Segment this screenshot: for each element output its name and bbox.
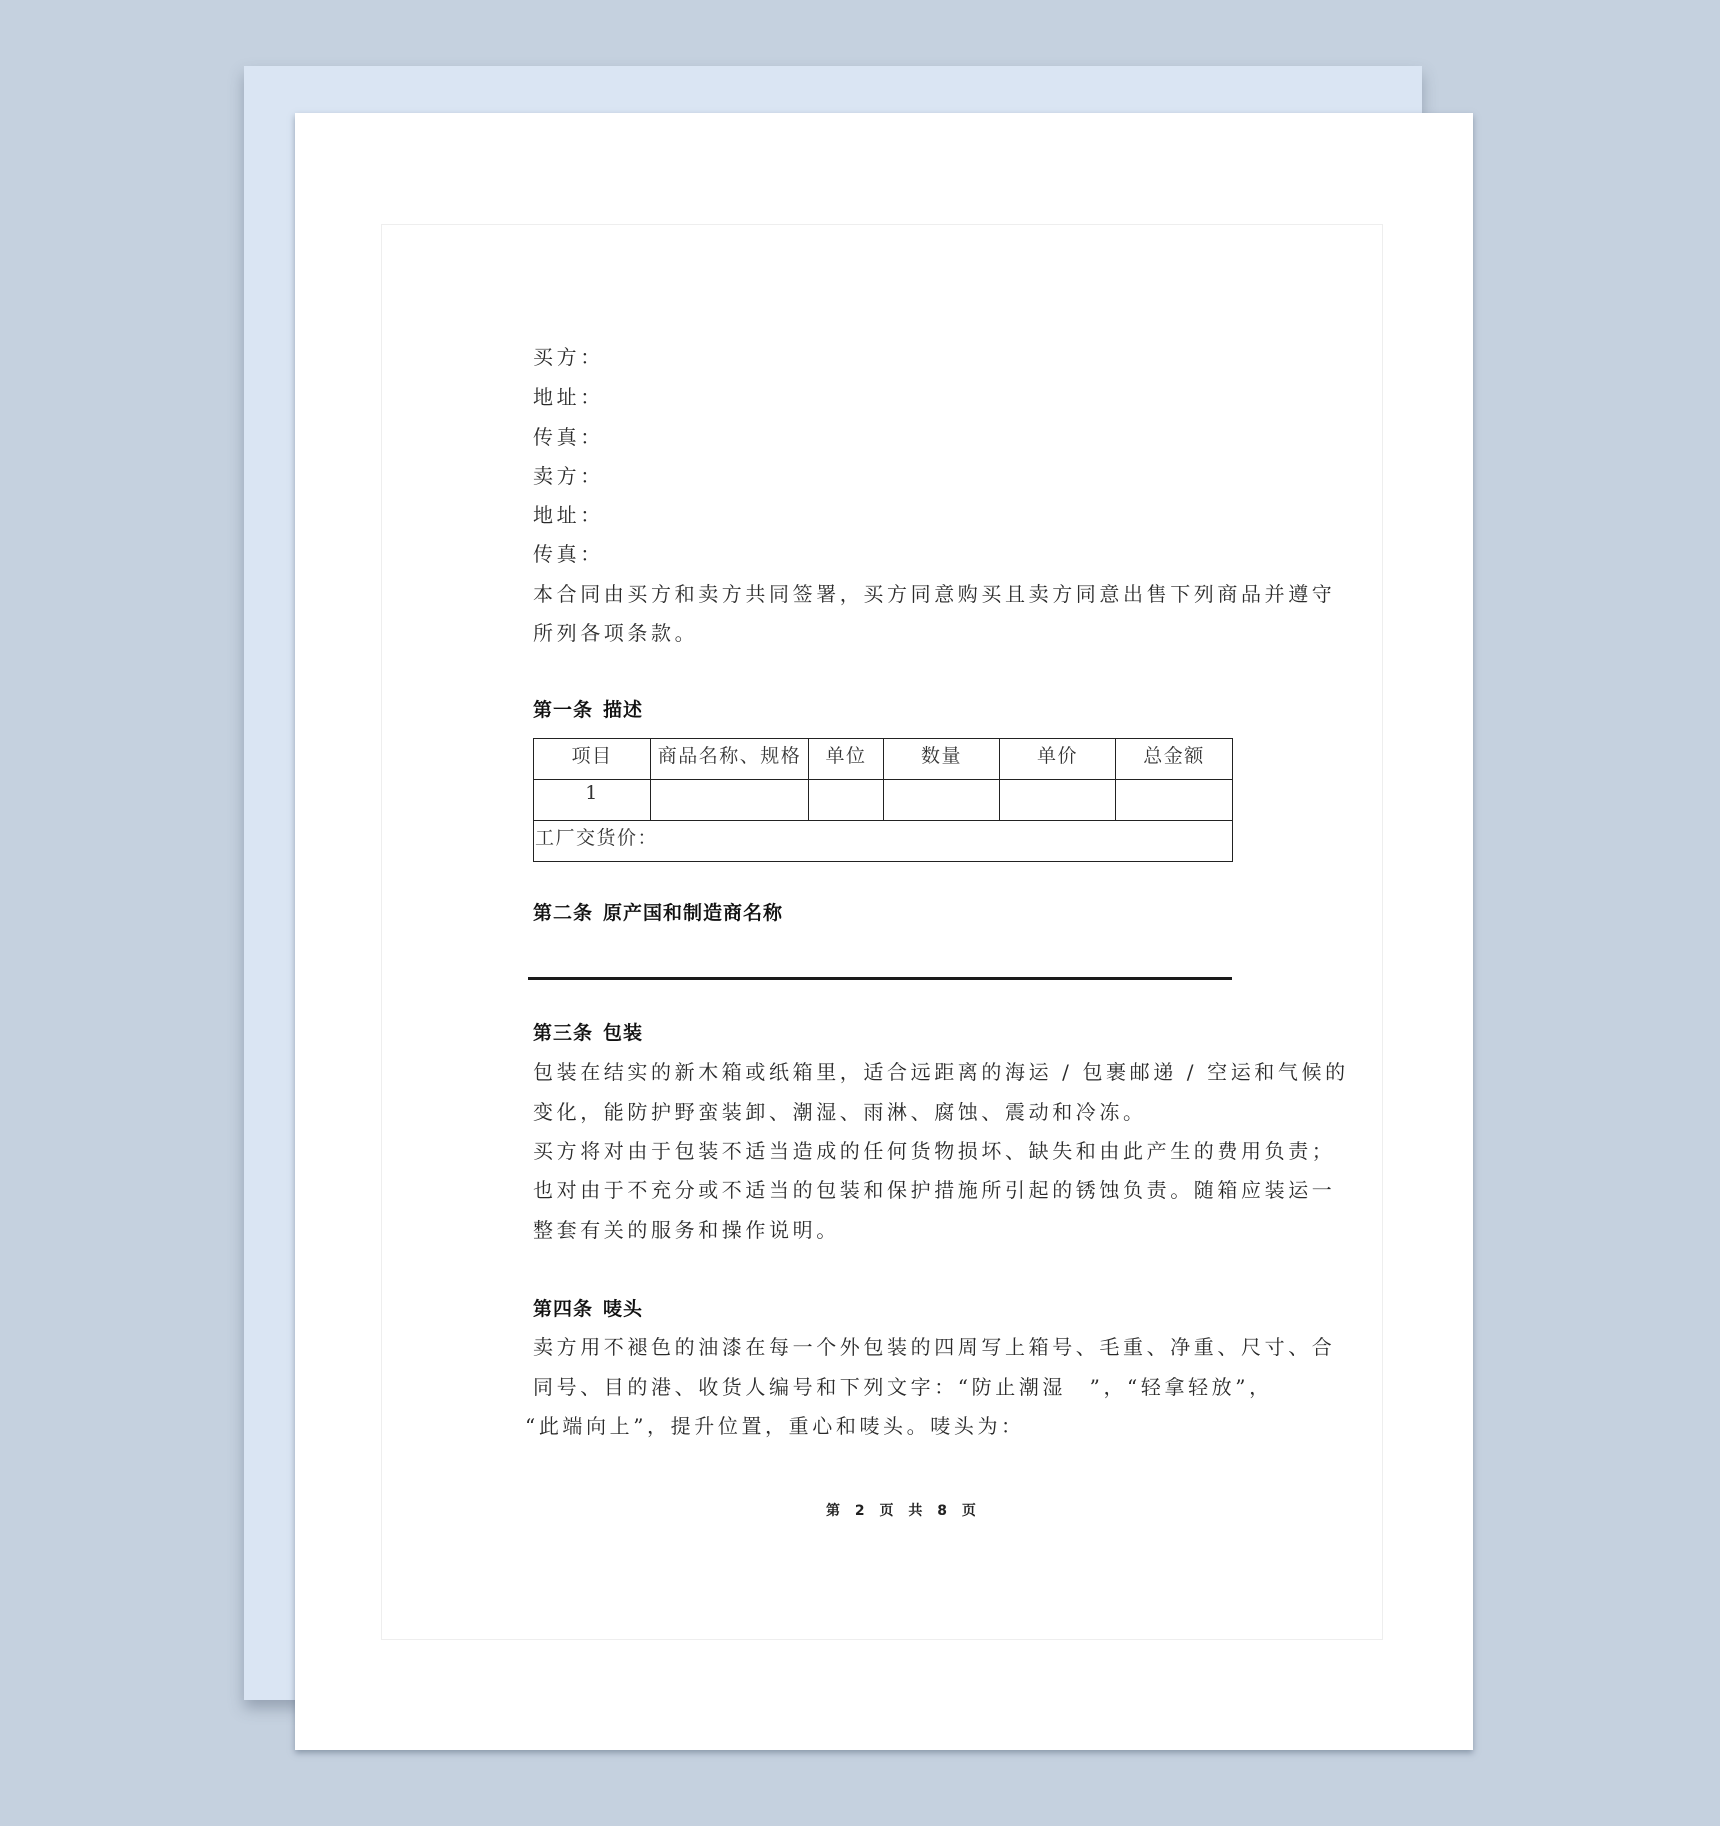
cell-unit-price <box>1000 780 1116 821</box>
article-3-number: 第三条 <box>533 1022 594 1044</box>
header-cell-total-amount: 总金额 <box>1116 739 1233 780</box>
seller-address-label: 地址： <box>533 503 604 527</box>
article-4-heading <box>533 1297 643 1321</box>
table-row <box>534 780 1233 821</box>
buyer-label: 买方： <box>533 345 604 369</box>
header-cell-unit: 单位 <box>809 739 884 780</box>
article-3-heading <box>533 1021 643 1045</box>
article-1-heading <box>533 698 643 722</box>
article-3-line-5: 整套有关的服务和操作说明。 <box>533 1218 840 1242</box>
cell-item-number: 1 <box>534 780 651 821</box>
seller-label: 卖方： <box>533 464 604 488</box>
page-number: 第 2 页 共 8 页 <box>826 1503 981 1519</box>
cell-unit <box>809 780 884 821</box>
article-3-title: 包装 <box>603 1022 644 1044</box>
table-footer-row <box>534 821 1233 862</box>
buyer-address-label: 地址： <box>533 385 604 409</box>
article-2-heading <box>533 901 783 925</box>
article-3-line-3: 买方将对由于包装不适当造成的任何货物损坏、缺失和由此产生的费用负责； <box>533 1139 1336 1163</box>
header-cell-name-spec: 商品名称、规格 <box>651 739 809 780</box>
seller-fax-label: 传真： <box>533 542 604 566</box>
intro-line-2: 所列各项条款。 <box>533 621 699 645</box>
header-cell-quantity: 数量 <box>884 739 1000 780</box>
document-page <box>295 113 1473 1750</box>
cell-quantity <box>884 780 1000 821</box>
goods-description-table <box>533 738 1233 862</box>
article-4-title: 唛头 <box>603 1298 644 1320</box>
article-2-number: 第二条 <box>533 902 594 924</box>
cell-total-amount <box>1116 780 1233 821</box>
article-1-title: 描述 <box>603 699 644 721</box>
header-cell-unit-price: 单价 <box>1000 739 1116 780</box>
article-3-line-4: 也对由于不充分或不适当的包装和保护措施所引起的锈蚀负责。随箱应装运一 <box>533 1178 1336 1202</box>
ex-works-price-cell: 工厂交货价： <box>534 821 1233 862</box>
table-header-row <box>534 739 1233 780</box>
header-cell-item: 项目 <box>534 739 651 780</box>
intro-line-1: 本合同由买方和卖方共同签署，买方同意购买且卖方同意出售下列商品并遵守 <box>533 582 1336 606</box>
article-4-number: 第四条 <box>533 1298 594 1320</box>
article-2-title: 原产国和制造商名称 <box>603 902 784 924</box>
article-1-number: 第一条 <box>533 699 594 721</box>
fill-in-rule <box>528 977 1232 980</box>
article-3-line-1: 包装在结实的新木箱或纸箱里，适合远距离的海运 / 包裹邮递 / 空运和气候的 <box>533 1060 1349 1084</box>
cell-name-spec <box>651 780 809 821</box>
buyer-fax-label: 传真： <box>533 425 604 449</box>
article-4-line-3: “此端向上”，提升位置，重心和唛头。唛头为： <box>525 1414 1025 1438</box>
article-4-line-2: 同号、目的港、收货人编号和下列文字：“防止潮湿 ”，“轻拿轻放”， <box>533 1375 1273 1399</box>
article-4-line-1: 卖方用不褪色的油漆在每一个外包装的四周写上箱号、毛重、净重、尺寸、合 <box>533 1335 1336 1359</box>
article-3-line-2: 变化，能防护野蛮装卸、潮湿、雨淋、腐蚀、震动和冷冻。 <box>533 1100 1147 1124</box>
